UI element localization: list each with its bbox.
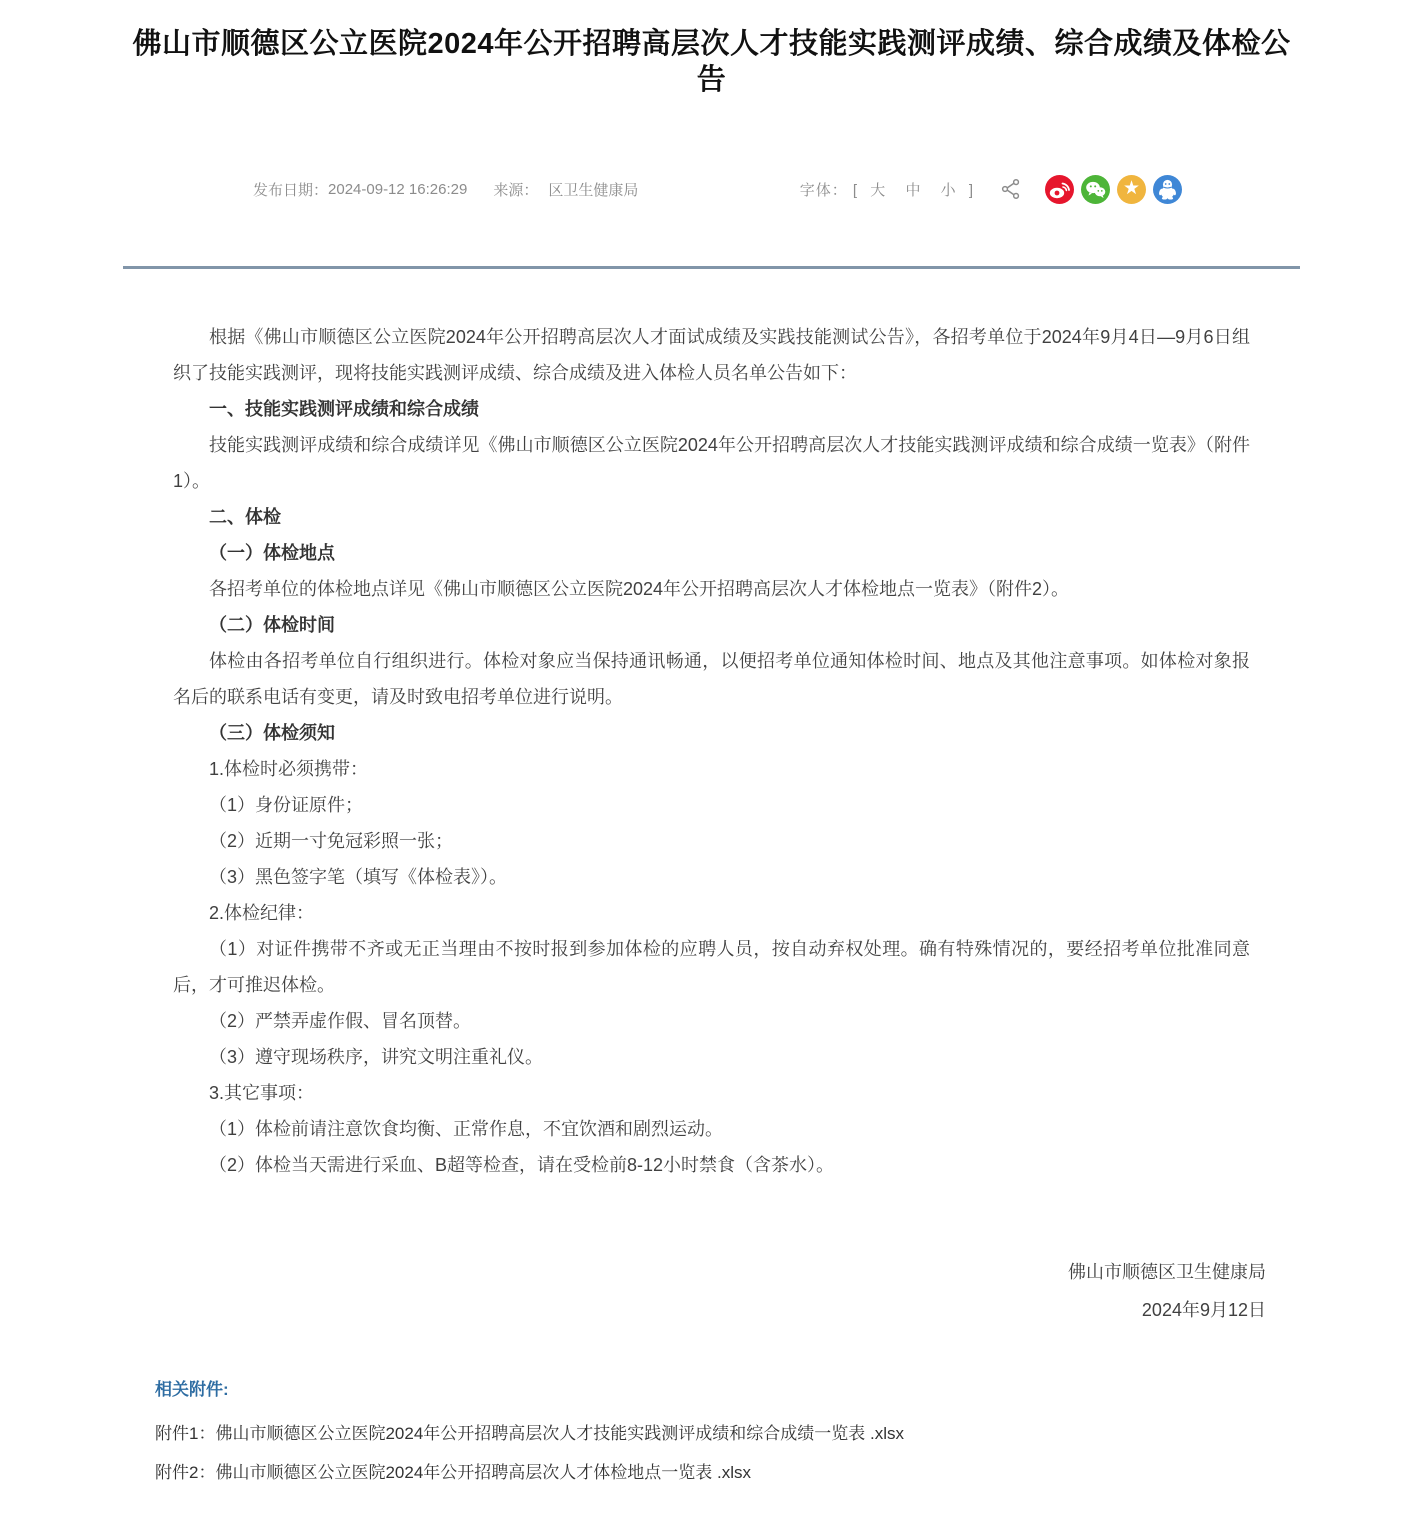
list-item: （1）身份证原件； xyxy=(209,795,364,815)
font-size-large-button[interactable]: 大 xyxy=(870,181,887,199)
subsection-heading: （二）体检时间 xyxy=(209,615,335,635)
signature-date: 2024年9月12日 xyxy=(1141,1300,1266,1320)
attachment-link-2[interactable] xyxy=(155,1453,1268,1492)
paragraph: 各招考单位的体检地点详见《佛山市顺德区公立医院2024年公开招聘高层次人才体检地点一览表》（附件2）。 xyxy=(209,579,1070,599)
list-item: （1）对证件携带不齐或无正当理由不按时报到参加体检的应聘人员，按自动弃权处理。确有特殊情况的，要经招考单位批准同意后，才可推迟体检。 xyxy=(173,939,1250,995)
font-size-small-button[interactable]: 小 xyxy=(940,181,957,199)
list-item: （1）体检前请注意饮食均衡、正常作息，不宜饮酒和剧烈运动。 xyxy=(209,1119,724,1139)
list-item: （2）近期一寸免冠彩照一张； xyxy=(209,831,454,851)
section-heading: 一、技能实践测评成绩和综合成绩 xyxy=(209,399,479,419)
paragraph: 3.其它事项： xyxy=(209,1083,315,1103)
source-value: 区卫生健康局 xyxy=(548,181,639,199)
attachment-filename: 佛山市顺德区公立医院2024年公开招聘高层次人才技能实践测评成绩和综合成绩一览表 .xlsx xyxy=(215,1424,905,1443)
subsection-heading: （一）体检地点 xyxy=(209,543,335,563)
bracket-open: [ xyxy=(852,181,859,199)
attachments-title: 相关附件: xyxy=(155,1380,229,1399)
section-heading: 二、体检 xyxy=(209,507,281,527)
list-item: （3）黑色签字笔（填写《体检表》）。 xyxy=(209,867,508,887)
paragraph: 1.体检时必须携带： xyxy=(209,759,369,779)
paragraph: 技能实践测评成绩和综合成绩详见《佛山市顺德区公立医院2024年公开招聘高层次人才技能实践测评成绩和综合成绩一览表》（附件1）。 xyxy=(173,435,1250,491)
subsection-heading: （三）体检须知 xyxy=(209,723,335,743)
attachment-filename: 佛山市顺德区公立医院2024年公开招聘高层次人才体检地点一览表 .xlsx xyxy=(215,1463,752,1482)
share-nodes-icon[interactable] xyxy=(1000,178,1022,200)
announcement-page xyxy=(123,26,1300,1522)
font-size-label: 字体： xyxy=(799,181,848,199)
toolbar xyxy=(800,175,1182,204)
qq-penguin-icon[interactable] xyxy=(1153,175,1182,204)
list-item: （2）严禁弄虚作假、冒名顶替。 xyxy=(209,1011,472,1031)
meta-info xyxy=(253,179,638,200)
page-title: 佛山市顺德区公立医院2024年公开招聘高层次人才技能实践测评成绩、综合成绩及体检公告 xyxy=(132,28,1291,96)
publish-date-label: 发布日期： xyxy=(253,181,329,199)
attachment-link-1[interactable] xyxy=(155,1414,1268,1453)
paragraph: 根据《佛山市顺德区公立医院2024年公开招聘高层次人才面试成绩及实践技能测试公告》，各招考单位于2024年9月4日—9月6日组织了技能实践测评，现将技能实践测评成绩、综合成绩及进入体检人员名单公告如下： xyxy=(173,327,1250,383)
article-body xyxy=(123,269,1300,1183)
qzone-star-icon[interactable]: ★ xyxy=(1117,175,1146,204)
wechat-icon[interactable] xyxy=(1081,175,1110,204)
weibo-icon[interactable] xyxy=(1045,175,1074,204)
attachment-label: 附件2： xyxy=(155,1463,216,1482)
signature-block xyxy=(123,1253,1300,1329)
bracket-close: ] xyxy=(968,181,974,199)
attachment-label: 附件1： xyxy=(155,1424,216,1443)
list-item: （3）遵守现场秩序，讲究文明注重礼仪。 xyxy=(209,1047,544,1067)
font-size-medium-button[interactable]: 中 xyxy=(905,181,922,199)
paragraph: 2.体检纪律： xyxy=(209,903,315,923)
publish-date-value: 2024-09-12 16:26:29 xyxy=(328,180,468,198)
source-label: 来源： xyxy=(493,181,539,199)
paragraph: 体检由各招考单位自行组织进行。体检对象应当保持通讯畅通，以便招考单位通知体检时间、地点及其他注意事项。如体检对象报名后的联系电话有变更，请及时致电招考单位进行说明。 xyxy=(173,651,1250,707)
attachments-section xyxy=(123,1375,1300,1522)
meta-row xyxy=(123,174,1300,204)
list-item: （2）体检当天需进行采血、B超等检查，请在受检前8-12小时禁食（含茶水）。 xyxy=(209,1155,835,1175)
font-size-control xyxy=(800,179,974,200)
signature-org: 佛山市顺德区卫生健康局 xyxy=(1068,1262,1266,1282)
